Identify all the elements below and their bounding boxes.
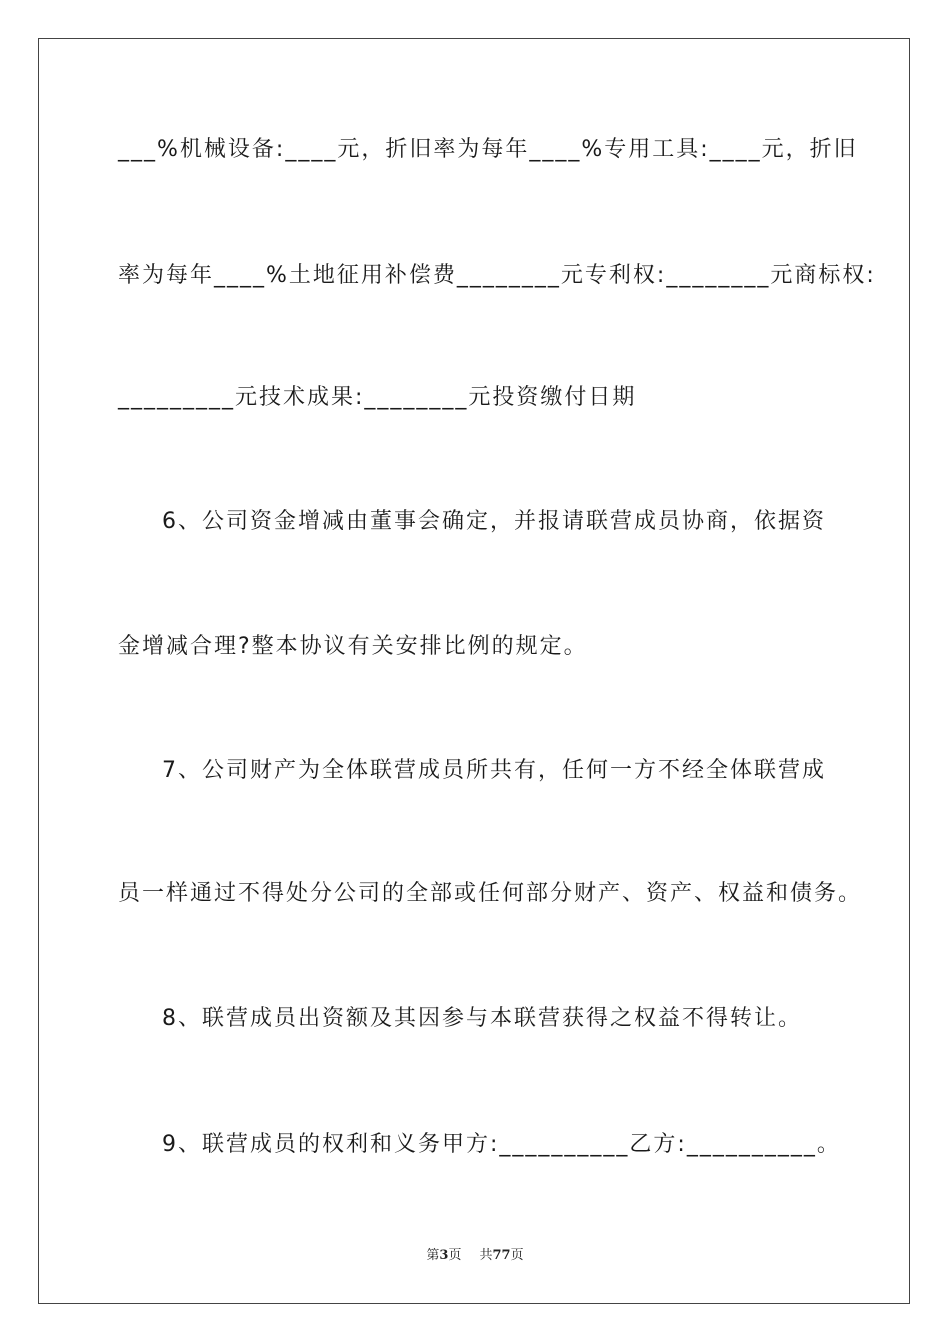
paragraph-7-line-1: 7、公司财产为全体联营成员所共有，任何一方不经全体联营成 xyxy=(162,758,826,783)
page-footer xyxy=(0,1247,950,1265)
page-prefix: 第 xyxy=(426,1248,440,1263)
paragraph-6-line-2: 金增减合理?整本协议有关安排比例的规定。 xyxy=(118,634,588,659)
page-frame xyxy=(38,38,910,1304)
paragraph-9-line-1: 9、联营成员的权利和义务甲方:__________乙方:__________。 xyxy=(162,1132,841,1157)
paragraph-7-line-2: 员一样通过不得处分公司的全部或任何部分财产、资产、权益和债务。 xyxy=(118,881,863,906)
text-line-2: 率为每年____%土地征用补偿费________元专利权:________元商标权: xyxy=(118,263,876,288)
text-line-3: _________元技术成果:________元投资缴付日期 xyxy=(118,385,637,410)
paragraph-6-line-1: 6、公司资金增减由董事会确定，并报请联营成员协商，依据资 xyxy=(162,509,826,534)
page-suffix: 页 xyxy=(448,1248,462,1263)
total-prefix: 共 xyxy=(479,1248,493,1263)
page-number: 3 xyxy=(439,1248,449,1263)
total-pages: 77 xyxy=(492,1248,511,1263)
paragraph-8-line-1: 8、联营成员出资额及其因参与本联营获得之权益不得转让。 xyxy=(162,1006,802,1031)
total-suffix: 页 xyxy=(510,1248,524,1263)
text-line-1: ___%机械设备:____元，折旧率为每年____%专用工具:____元，折旧 xyxy=(118,137,858,162)
